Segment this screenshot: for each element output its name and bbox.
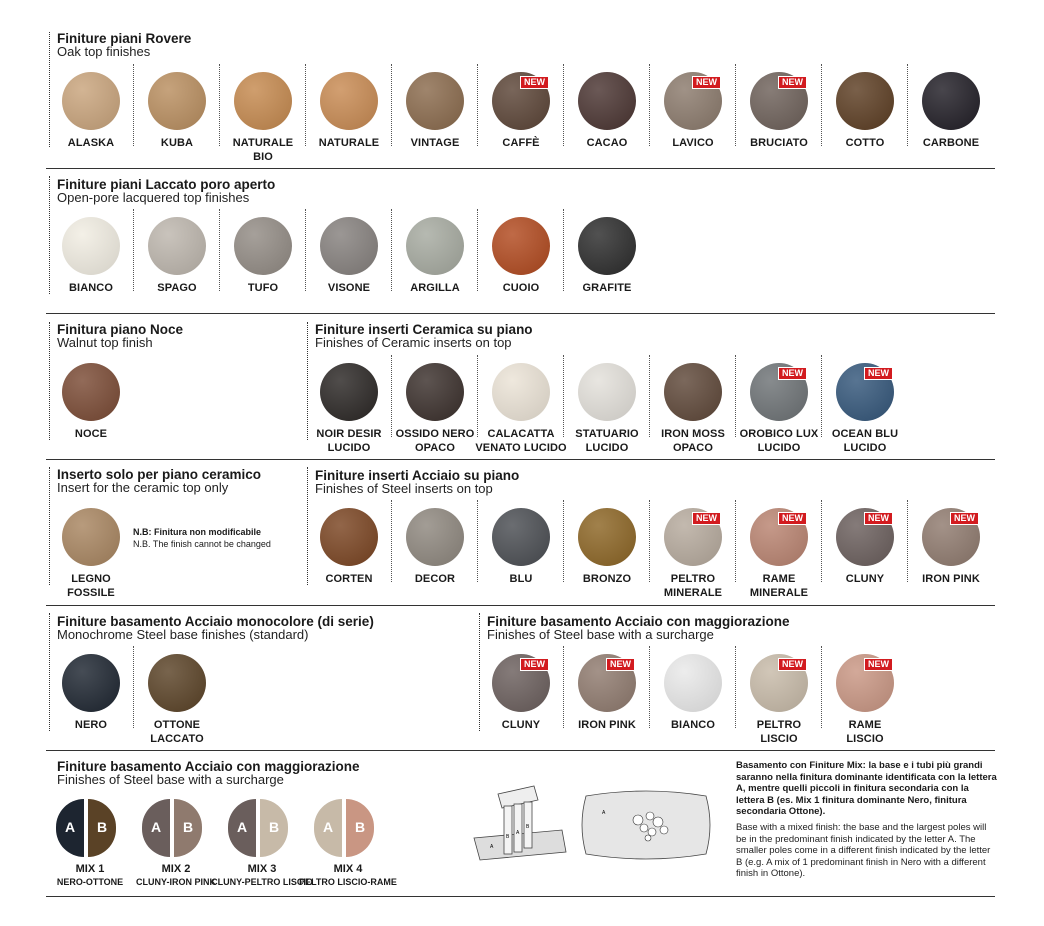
swatch-ottone-laccato [134, 654, 220, 758]
mix-swatch-3 [211, 799, 313, 899]
swatch-cotto [822, 72, 908, 176]
mix-letter-a: A [150, 819, 162, 835]
swatch-blu [478, 508, 564, 612]
swatch-cuoio [478, 217, 564, 321]
swatch-iron-pink [564, 654, 650, 758]
finish-swatch-circle [492, 508, 550, 566]
svg-text:A: A [516, 830, 520, 836]
swatch-decor [392, 508, 478, 612]
swatch-label: NATURALE BIO [232, 137, 294, 163]
swatch-divider [391, 209, 392, 291]
finish-swatch-circle [62, 508, 120, 566]
swatch-label: NERO [74, 719, 108, 731]
swatch-ossido-nero-opaco [392, 363, 478, 467]
finish-swatch-circle [62, 217, 120, 275]
swatch-bronzo [564, 508, 650, 612]
swatch-orobico-lux-lucido [736, 363, 822, 467]
swatch-label: IRON MOSS OPACO [661, 428, 725, 454]
swatch-label: BRUCIATO [750, 137, 808, 149]
swatch-divider [907, 64, 908, 146]
mix-description: PELTRO LISCIO-RAME [299, 877, 397, 887]
swatch-divider [563, 355, 564, 437]
mix-description: CLUNY-PELTRO LISCIO [211, 877, 313, 887]
swatch-statuario-lucido [564, 363, 650, 467]
new-badge: NEW [606, 658, 635, 671]
section-title-steel-inserts: Finiture inserti Acciaio su piano [315, 468, 520, 483]
section-title-lacquered: Finiture piani Laccato poro aperto [57, 177, 276, 192]
swatch-tufo [220, 217, 306, 321]
mix-letter-b: B [96, 819, 108, 835]
finish-swatch-circle [492, 363, 550, 421]
section-title-oak: Finiture piani Rovere [57, 31, 192, 46]
swatch-alaska [48, 72, 134, 176]
finish-swatch-circle [578, 217, 636, 275]
mix-letter-b: B [182, 819, 194, 835]
section-subtitle-base-surcharge: Finishes of Steel base with a surcharge [487, 627, 714, 642]
swatch-label: BIANCO [69, 282, 113, 294]
finish-note-en: N.B. The finish cannot be changed [133, 539, 271, 549]
finish-swatch-circle [62, 72, 120, 130]
swatch-label: STATUARIO LUCIDO [575, 428, 639, 454]
swatch-divider [391, 355, 392, 437]
finish-swatch-circle [234, 72, 292, 130]
swatch-naturale-bio [220, 72, 306, 176]
finish-swatch-circle [320, 72, 378, 130]
finish-swatch-circle [578, 72, 636, 130]
swatch-cluny [822, 508, 908, 612]
swatch-label: VISONE [327, 282, 371, 294]
swatch-divider [477, 500, 478, 582]
finish-swatch-circle [62, 363, 120, 421]
section-subtitle-ceramic-only: Insert for the ceramic top only [57, 480, 229, 495]
swatch-label: LEGNO FOSSILE [67, 573, 115, 599]
mix-swatch-4 [299, 799, 397, 899]
mix-swatch-2 [134, 799, 218, 899]
section-subtitle-walnut: Walnut top finish [57, 335, 153, 350]
mix-name: MIX 4 [333, 863, 363, 875]
swatch-divider [305, 64, 306, 146]
finish-swatch-circle [406, 363, 464, 421]
swatch-label: LAVICO [672, 137, 714, 149]
swatch-divider [907, 500, 908, 582]
swatch-divider [477, 64, 478, 146]
swatch-divider [391, 500, 392, 582]
base-top-illustration [578, 790, 714, 860]
swatch-label: BRONZO [582, 573, 632, 585]
mix-explanation-it: Basamento con Finiture Mix: la base e i tubi più grandi saranno nella finitura dominante identificata con la lettera A, mentre quelli piccoli in finitura secondaria con la lettera B (es. Mix 1 finitura dominante Nero, finitura secondaria Ottone). [736, 760, 997, 817]
swatch-label: OCEAN BLU LUCIDO [831, 428, 899, 454]
swatch-kuba [134, 72, 220, 176]
swatch-divider [477, 355, 478, 437]
swatch-label: CARBONE [922, 137, 980, 149]
swatch-grafite [564, 217, 650, 321]
swatch-label: BLU [509, 573, 533, 585]
swatch-divider [477, 209, 478, 291]
swatch-label: VINTAGE [410, 137, 460, 149]
new-badge: NEW [864, 367, 893, 380]
mix-explanation-en: Base with a mixed finish: the base and the largest poles will be in the predominant finish indicated by the letter A. The smaller poles come in a different finish indicated by the letter B (e.g. A mix of 1 predominant finish in Nero with a different finish in Ottone). [736, 822, 991, 879]
mix-description: NERO-OTTONE [56, 877, 124, 887]
swatch-label: OROBICO LUX LUCIDO [739, 428, 819, 454]
swatch-divider [391, 64, 392, 146]
swatch-label: CUOIO [502, 282, 540, 294]
swatch-divider [735, 646, 736, 728]
swatch-label: ARGILLA [410, 282, 460, 294]
new-badge: NEW [520, 658, 549, 671]
swatch-label: CLUNY [501, 719, 541, 731]
mix-letter-a: A [236, 819, 248, 835]
swatch-divider [563, 209, 564, 291]
new-badge: NEW [864, 658, 893, 671]
swatch-label: RAME MINERALE [749, 573, 809, 599]
swatch-label: CAFFÈ [502, 137, 540, 149]
finish-swatch-circle [320, 508, 378, 566]
section-title-ceramic: Finiture inserti Ceramica su piano [315, 322, 533, 337]
finish-swatch-circle [578, 508, 636, 566]
swatch-divider [219, 64, 220, 146]
swatch-spago [134, 217, 220, 321]
swatch-vintage [392, 72, 478, 176]
new-badge: NEW [778, 367, 807, 380]
finish-swatch-circle [148, 654, 206, 712]
swatch-peltro-minerale [650, 508, 736, 612]
swatch-cluny [478, 654, 564, 758]
swatch-label: CLUNY [845, 573, 885, 585]
section-subtitle-ceramic: Finishes of Ceramic inserts on top [315, 335, 512, 350]
swatch-label: PELTRO MINERALE [663, 573, 723, 599]
swatch-label: KUBA [160, 137, 194, 149]
new-badge: NEW [778, 76, 807, 89]
swatch-divider [305, 209, 306, 291]
swatch-label: NOCE [74, 428, 108, 440]
mix-name: MIX 3 [247, 863, 277, 875]
swatch-nero [48, 654, 134, 758]
base-side-illustration [470, 776, 570, 866]
swatch-label: CACAO [586, 137, 628, 149]
swatch-label: IRON PINK [922, 573, 980, 585]
swatch-visone [306, 217, 392, 321]
swatch-ocean-blu-lucido [822, 363, 908, 467]
swatch-rame-minerale [736, 508, 822, 612]
mix-letter-b: B [354, 819, 366, 835]
finish-swatch-circle [664, 363, 722, 421]
finish-swatch-circle [406, 217, 464, 275]
mix-letter-a: A [64, 819, 76, 835]
swatch-divider [821, 500, 822, 582]
swatch-naturale [306, 72, 392, 176]
finish-swatch-circle [922, 72, 980, 130]
new-badge: NEW [778, 512, 807, 525]
finish-swatch-circle [148, 217, 206, 275]
swatch-lavico [650, 72, 736, 176]
finish-swatch-circle [62, 654, 120, 712]
swatch-caff [478, 72, 564, 176]
mix-description: CLUNY-IRON PINK [135, 877, 216, 887]
swatch-divider [821, 355, 822, 437]
swatch-label: TUFO [247, 282, 279, 294]
svg-text:A: A [602, 810, 606, 816]
section-title-walnut: Finitura piano Noce [57, 322, 184, 337]
new-badge: NEW [778, 658, 807, 671]
swatch-divider [133, 209, 134, 291]
finish-swatch-circle [406, 508, 464, 566]
swatch-label: PELTRO LISCIO [756, 719, 802, 745]
section-subtitle-base-mono: Monochrome Steel base finishes (standard) [57, 627, 309, 642]
svg-text:B: B [506, 834, 510, 840]
swatch-divider [563, 646, 564, 728]
swatch-label: NOIR DESIR LUCIDO [316, 428, 382, 454]
mix-name: MIX 1 [75, 863, 105, 875]
section-title-base-mix: Finiture basamento Acciaio con maggiorazione [57, 759, 360, 774]
finish-swatch-circle [578, 363, 636, 421]
swatch-label: NATURALE [318, 137, 380, 149]
swatch-noir-desir-lucido [306, 363, 392, 467]
mix-letter-b: B [268, 819, 280, 835]
swatch-label: DECOR [414, 573, 456, 585]
finish-swatch-circle [406, 72, 464, 130]
swatch-bianco [650, 654, 736, 758]
swatch-bianco [48, 217, 134, 321]
finish-swatch-circle [320, 217, 378, 275]
swatch-rame-liscio [822, 654, 908, 758]
swatch-calacatta-venato-lucido [475, 363, 567, 467]
svg-text:A: A [490, 844, 494, 850]
mix-name: MIX 2 [161, 863, 191, 875]
new-badge: NEW [864, 512, 893, 525]
swatch-corten [306, 508, 392, 612]
swatch-label: SPAGO [157, 282, 197, 294]
finish-swatch-circle [492, 217, 550, 275]
swatch-label: ALASKA [67, 137, 115, 149]
swatch-divider [649, 355, 650, 437]
swatch-carbone [908, 72, 994, 176]
section-subtitle-oak: Oak top finishes [57, 44, 151, 59]
section-subtitle-lacquered: Open-pore lacquered top finishes [57, 190, 250, 205]
mix-swatch-1 [48, 799, 132, 899]
finish-swatch-circle [664, 654, 722, 712]
swatch-label: GRAFITE [582, 282, 632, 294]
finish-swatch-circle [836, 72, 894, 130]
swatch-label: BIANCO [671, 719, 715, 731]
swatch-divider [219, 209, 220, 291]
swatch-divider [821, 646, 822, 728]
swatch-divider [649, 64, 650, 146]
swatch-peltro-liscio [736, 654, 822, 758]
new-badge: NEW [950, 512, 979, 525]
swatch-divider [649, 500, 650, 582]
swatch-divider [563, 500, 564, 582]
swatch-label: OSSIDO NERO OPACO [395, 428, 475, 454]
swatch-label: COTTO [845, 137, 885, 149]
swatch-argilla [392, 217, 478, 321]
swatch-divider [821, 64, 822, 146]
swatch-bruciato [736, 72, 822, 176]
swatch-label: CORTEN [325, 573, 373, 585]
swatch-cacao [564, 72, 650, 176]
svg-text:B: B [526, 824, 530, 830]
swatch-label: OTTONE LACCATO [150, 719, 204, 745]
new-badge: NEW [692, 76, 721, 89]
new-badge: NEW [692, 512, 721, 525]
section-title-ceramic-only: Inserto solo per piano ceramico [57, 467, 262, 482]
section-title-base-surcharge: Finiture basamento Acciaio con maggiorazione [487, 614, 790, 629]
swatch-iron-pink [908, 508, 994, 612]
swatch-iron-moss-opaco [650, 363, 736, 467]
swatch-divider [735, 500, 736, 582]
finish-swatch-circle [320, 363, 378, 421]
section-subtitle-base-mix: Finishes of Steel base with a surcharge [57, 772, 284, 787]
swatch-divider [735, 64, 736, 146]
swatch-divider [133, 64, 134, 146]
swatch-divider [649, 646, 650, 728]
swatch-divider [563, 64, 564, 146]
swatch-label: CALACATTA VENATO LUCIDO [475, 428, 567, 454]
swatch-noce [48, 363, 134, 467]
finish-swatch-circle [234, 217, 292, 275]
swatch-label: RAME LISCIO [846, 719, 884, 745]
swatch-label: IRON PINK [578, 719, 636, 731]
swatch-divider [735, 355, 736, 437]
section-subtitle-steel-inserts: Finishes of Steel inserts on top [315, 481, 493, 496]
mix-letter-a: A [322, 819, 334, 835]
section-title-base-mono: Finiture basamento Acciaio monocolore (di serie) [57, 614, 374, 629]
new-badge: NEW [520, 76, 549, 89]
finish-swatch-circle [148, 72, 206, 130]
swatch-divider [133, 646, 134, 728]
swatch-legno-fossile [48, 508, 134, 612]
finish-note-it: N.B: Finitura non modificabile [133, 527, 261, 537]
